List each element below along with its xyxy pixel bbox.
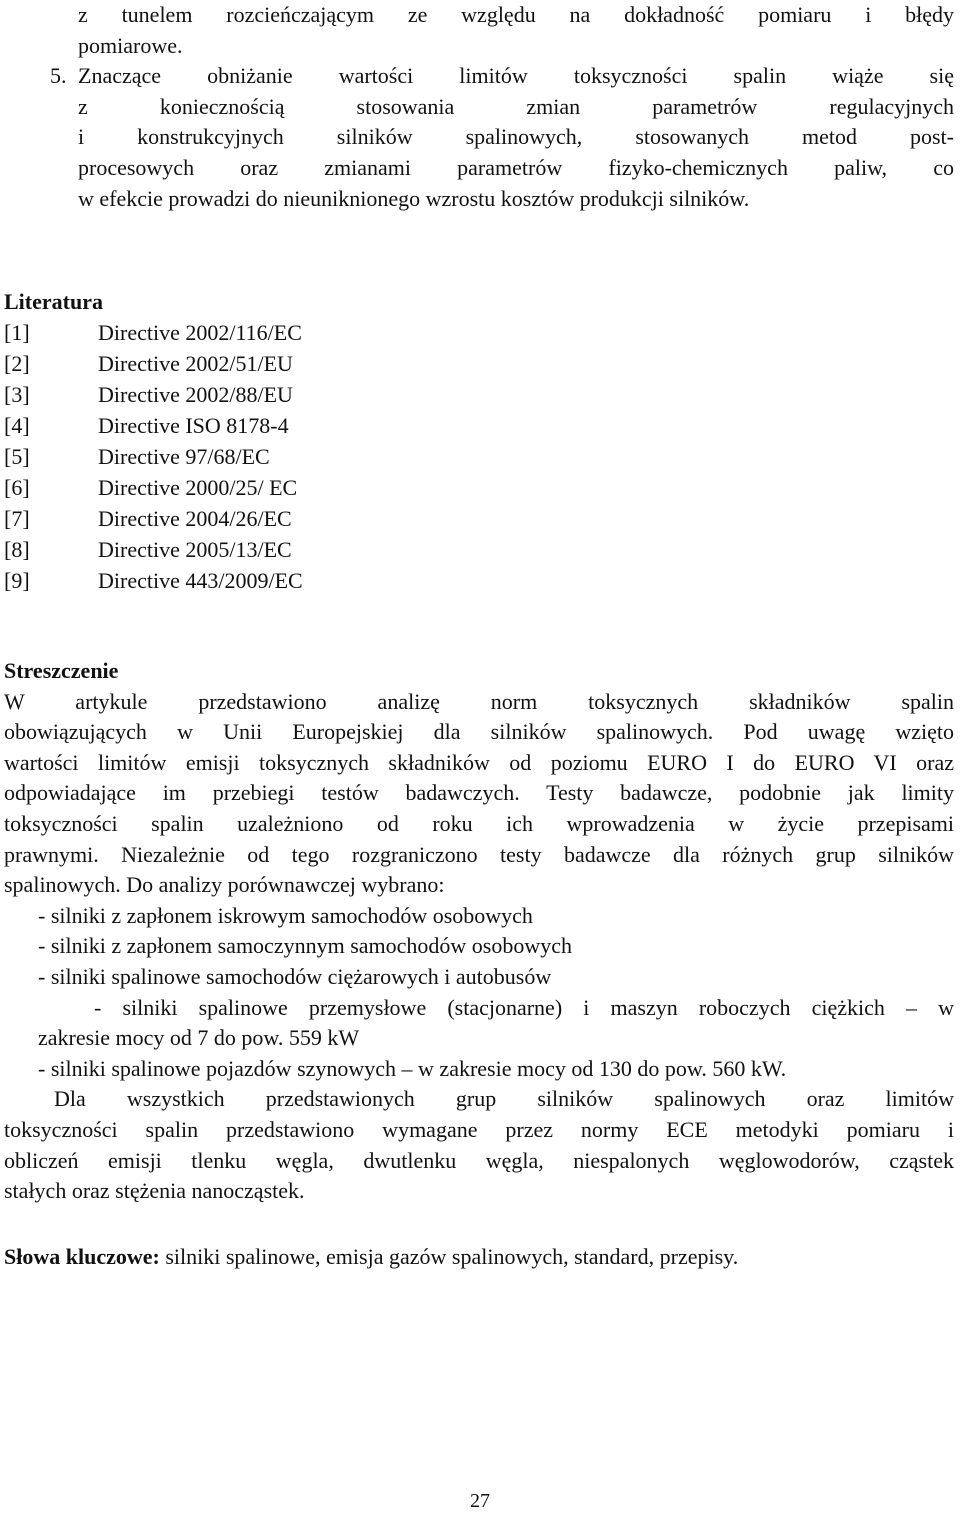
reference-text: Directive 97/68/EC bbox=[98, 443, 270, 469]
reference-item bbox=[4, 535, 904, 566]
reference-item bbox=[4, 411, 904, 442]
reference-item bbox=[4, 442, 904, 473]
closing-line: stałych oraz stężenia nanocząstek. bbox=[4, 1178, 305, 1204]
list-item-number: 5. bbox=[50, 63, 67, 88]
streszczenie-section bbox=[4, 656, 954, 1207]
reference-item bbox=[4, 349, 904, 380]
intro-line: i konstrukcyjnych silników spalinowych, stosowanych metod post- bbox=[78, 124, 954, 150]
reference-number: [1] bbox=[4, 319, 30, 345]
intro-paragraph bbox=[50, 0, 954, 214]
reference-number: [5] bbox=[4, 443, 30, 469]
abstract-line: obowiązujących w Unii Europejskiej dla silników spalinowych. Pod uwagę wzięto bbox=[4, 719, 954, 745]
reference-item bbox=[4, 473, 904, 504]
intro-line: z tunelem rozcieńczającym ze względu na dokładność pomiaru i błędy bbox=[78, 2, 954, 27]
reference-item bbox=[4, 380, 904, 411]
reference-text: Directive 2004/26/EC bbox=[98, 505, 292, 531]
reference-text: Directive 2000/25/ EC bbox=[98, 474, 298, 500]
closing-line: Dla wszystkich przedstawionych grup silników spalinowych oraz limitów bbox=[54, 1086, 954, 1112]
closing-line: toksyczności spalin przedstawiono wymagane przez normy ECE metodyki pomiaru i bbox=[4, 1116, 954, 1142]
reference-item bbox=[4, 504, 904, 535]
reference-item bbox=[4, 566, 904, 597]
abstract-line: prawnymi. Niezależnie od tego rozgraniczono testy badawcze dla różnych grup silników bbox=[4, 841, 954, 867]
reference-number: [6] bbox=[4, 474, 30, 500]
reference-number: [2] bbox=[4, 350, 30, 376]
reference-text: Directive 2002/88/EU bbox=[98, 381, 293, 407]
intro-line: z koniecznością stosowania zmian parametrów regulacyjnych bbox=[78, 93, 954, 119]
abstract-line: odpowiadające im przebiegi testów badawczych. Testy badawcze, podobnie jak limity bbox=[4, 780, 954, 806]
literatura-heading: Literatura bbox=[4, 289, 103, 314]
keywords-text: silniki spalinowe, emisja gazów spalinowych, standard, przepisy. bbox=[159, 1244, 739, 1269]
closing-line: obliczeń emisji tlenku węgla, dwutlenku węgla, niespalonych węglowodorów, cząstek bbox=[4, 1147, 954, 1173]
intro-line: w efekcie prowadzi do nieuniknionego wzrostu kosztów produkcji silników. bbox=[78, 185, 750, 211]
engine-group-item: - silniki spalinowe pojazdów szynowych – w zakresie mocy od 130 do pow. 560 kW. bbox=[38, 1055, 787, 1081]
engine-group-item: - silniki z zapłonem iskrowym samochodów osobowych bbox=[38, 902, 533, 928]
reference-text: Directive 2002/116/EC bbox=[98, 319, 302, 345]
abstract-line: W artykule przedstawiono analizę norm toksycznych składników spalin bbox=[4, 688, 954, 714]
engine-group-item: - silniki spalinowe samochodów ciężarowych i autobusów bbox=[38, 963, 552, 989]
streszczenie-heading: Streszczenie bbox=[4, 658, 119, 683]
reference-text: Directive 443/2009/EC bbox=[98, 567, 303, 593]
reference-text: Directive 2002/51/EU bbox=[98, 350, 293, 376]
reference-item bbox=[4, 318, 904, 349]
keywords-label: Słowa kluczowe: bbox=[4, 1244, 160, 1269]
intro-line: Znaczące obniżanie wartości limitów toksyczności spalin wiąże się bbox=[78, 63, 954, 89]
reference-text: Directive 2005/13/EC bbox=[98, 536, 292, 562]
intro-line: pomiarowe. bbox=[78, 32, 183, 58]
abstract-line: toksyczności spalin uzależniono od roku ich wprowadzenia w życie przepisami bbox=[4, 810, 954, 836]
engine-group-item: - silniki z zapłonem samoczynnym samochodów osobowych bbox=[38, 933, 573, 959]
literatura-section bbox=[4, 287, 904, 597]
reference-number: [7] bbox=[4, 505, 30, 531]
abstract-line: wartości limitów emisji toksycznych składników od poziomu EURO I do EURO VI oraz bbox=[4, 749, 954, 775]
engine-group-item-continuation: zakresie mocy od 7 do pow. 559 kW bbox=[38, 1025, 360, 1051]
reference-number: [3] bbox=[4, 381, 30, 407]
reference-text: Directive ISO 8178-4 bbox=[98, 412, 289, 438]
reference-number: [9] bbox=[4, 567, 30, 593]
intro-line: procesowych oraz zmianami parametrów fizyko-chemicznych paliw, co bbox=[78, 154, 954, 180]
abstract-line: spalinowych. Do analizy porównawczej wybrano: bbox=[4, 872, 445, 898]
page-number: 27 bbox=[470, 1490, 490, 1512]
reference-number: [4] bbox=[4, 412, 30, 438]
keywords-line bbox=[4, 1242, 954, 1273]
engine-group-item: - silniki spalinowe przemysłowe (stacjonarne) i maszyn roboczych ciężkich – w bbox=[94, 994, 954, 1020]
reference-number: [8] bbox=[4, 536, 30, 562]
